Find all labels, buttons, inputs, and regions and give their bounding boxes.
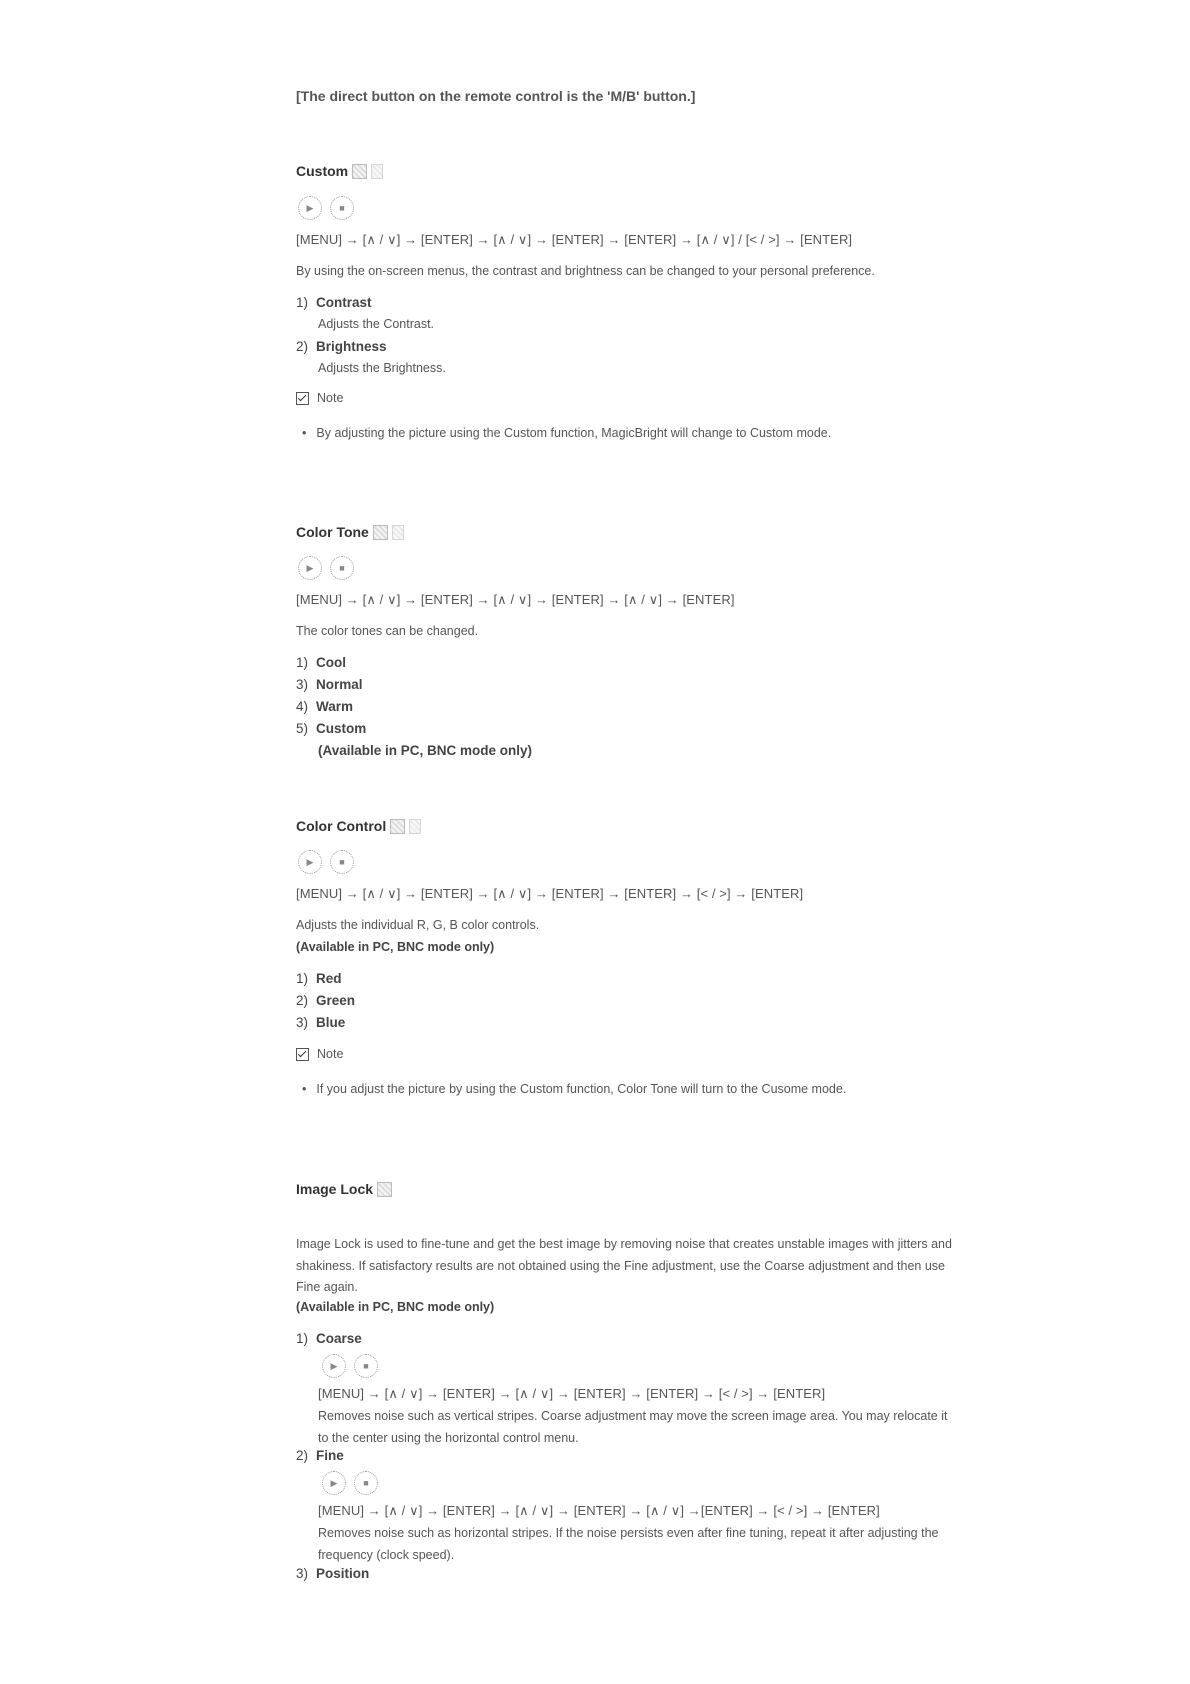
color-control-note-text: • If you adjust the picture by using the Custom function, Color Tone will turn to the Cusome mode. <box>302 1082 846 1096</box>
image-lock-title: Image Lock <box>296 1181 374 1197</box>
color-control-availability: (Available in PC, BNC mode only) <box>296 940 495 954</box>
image-lock-availability: (Available in PC, BNC mode only) <box>296 1300 495 1314</box>
color-control-heading <box>296 818 421 834</box>
color-tone-title: Color Tone <box>296 524 369 540</box>
image-lock-item-fine: 2) Fine <box>296 1448 344 1463</box>
custom-item-brightness: 2) Brightness <box>296 339 387 354</box>
pc-mode-icon <box>377 1182 392 1197</box>
coarse-button-icons <box>322 1354 378 1378</box>
color-control-menu-path: [MENU] → [∧ / ∨] → [ENTER] → [∧ / ∨] → [ENTER] → [ENTER] → [< / >] → [ENTER] <box>296 886 804 901</box>
custom-description: By using the on-screen menus, the contrast and brightness can be changed to your personal preference. <box>296 264 875 278</box>
bnc-mode-icon <box>371 164 383 179</box>
custom-item-contrast: 1) Contrast <box>296 295 372 310</box>
pc-mode-icon <box>352 164 367 179</box>
custom-heading <box>296 163 383 179</box>
fine-description: Removes noise such as horizontal stripes. If the noise persists even after fine tuning, repeat it after adjusting the frequency (clock speed). <box>318 1526 939 1562</box>
stop-circle-icon: ■ <box>330 196 354 220</box>
fine-menu-path: [MENU] → [∧ / ∨] → [ENTER] → [∧ / ∨] → [ENTER] → [∧ / ∨] →[ENTER] → [< / >] → [ENTER] <box>318 1503 880 1518</box>
color-control-item-green: 2) Green <box>296 993 356 1008</box>
color-control-title: Color Control <box>296 818 387 834</box>
color-tone-availability: (Available in PC, BNC mode only) <box>318 743 533 758</box>
image-lock-description: Image Lock is used to fine-tune and get the best image by removing noise that creates unstable images with jitters and shakiness. If satisfactory results are not obtained using the Fine adjustment, use the Coarse adjustment and then use Fine again. <box>296 1237 952 1294</box>
coarse-description: Removes noise such as vertical stripes. Coarse adjustment may move the screen image area. You may relocate it to the center using the horizontal control menu. <box>318 1409 948 1445</box>
custom-button-icons <box>298 196 354 220</box>
color-tone-item-normal: 3) Normal <box>296 677 363 692</box>
color-control-description: Adjusts the individual R, G, B color controls. <box>296 918 540 932</box>
pc-mode-icon <box>390 819 405 834</box>
stop-circle-icon: ■ <box>354 1471 378 1495</box>
color-control-item-blue: 3) Blue <box>296 1015 346 1030</box>
image-lock-item-coarse: 1) Coarse <box>296 1331 362 1346</box>
play-circle-icon: ▶ <box>298 556 322 580</box>
remote-direct-note: [The direct button on the remote control is the 'M/B' button.] <box>296 88 696 104</box>
color-tone-description: The color tones can be changed. <box>296 624 479 638</box>
checkbox-note-icon <box>296 392 309 405</box>
image-lock-heading <box>296 1181 392 1197</box>
bnc-mode-icon <box>392 525 404 540</box>
color-tone-item-cool: 1) Cool <box>296 655 347 670</box>
color-control-item-red: 1) Red <box>296 971 342 986</box>
play-circle-icon: ▶ <box>298 196 322 220</box>
stop-circle-icon: ■ <box>354 1354 378 1378</box>
color-tone-heading <box>296 524 404 540</box>
stop-circle-icon: ■ <box>330 850 354 874</box>
note-label: Note <box>317 391 344 405</box>
custom-note <box>296 391 343 405</box>
note-label: Note <box>317 1047 344 1061</box>
play-circle-icon: ▶ <box>322 1471 346 1495</box>
coarse-menu-path: [MENU] → [∧ / ∨] → [ENTER] → [∧ / ∨] → [ENTER] → [ENTER] → [< / >] → [ENTER] <box>318 1386 826 1401</box>
pc-mode-icon <box>373 525 388 540</box>
color-tone-item-warm: 4) Warm <box>296 699 354 714</box>
color-tone-item-custom: 5) Custom <box>296 721 367 736</box>
custom-menu-path: [MENU] → [∧ / ∨] → [ENTER] → [∧ / ∨] → [ENTER] → [ENTER] → [∧ / ∨] / [< / >] → [ENTER] <box>296 232 853 247</box>
play-circle-icon: ▶ <box>298 850 322 874</box>
checkbox-note-icon <box>296 1048 309 1061</box>
color-tone-button-icons <box>298 556 354 580</box>
custom-title: Custom <box>296 163 349 179</box>
color-control-button-icons <box>298 850 354 874</box>
bnc-mode-icon <box>409 819 421 834</box>
play-circle-icon: ▶ <box>322 1354 346 1378</box>
custom-note-text: • By adjusting the picture using the Custom function, MagicBright will change to Custom mode. <box>302 426 831 440</box>
stop-circle-icon: ■ <box>330 556 354 580</box>
custom-item-brightness-desc: Adjusts the Brightness. <box>318 361 446 375</box>
color-tone-menu-path: [MENU] → [∧ / ∨] → [ENTER] → [∧ / ∨] → [ENTER] → [∧ / ∨] → [ENTER] <box>296 592 735 607</box>
custom-item-contrast-desc: Adjusts the Contrast. <box>318 317 435 331</box>
color-control-note <box>296 1047 343 1061</box>
image-lock-item-position: 3) Position <box>296 1566 370 1581</box>
fine-button-icons <box>322 1471 378 1495</box>
